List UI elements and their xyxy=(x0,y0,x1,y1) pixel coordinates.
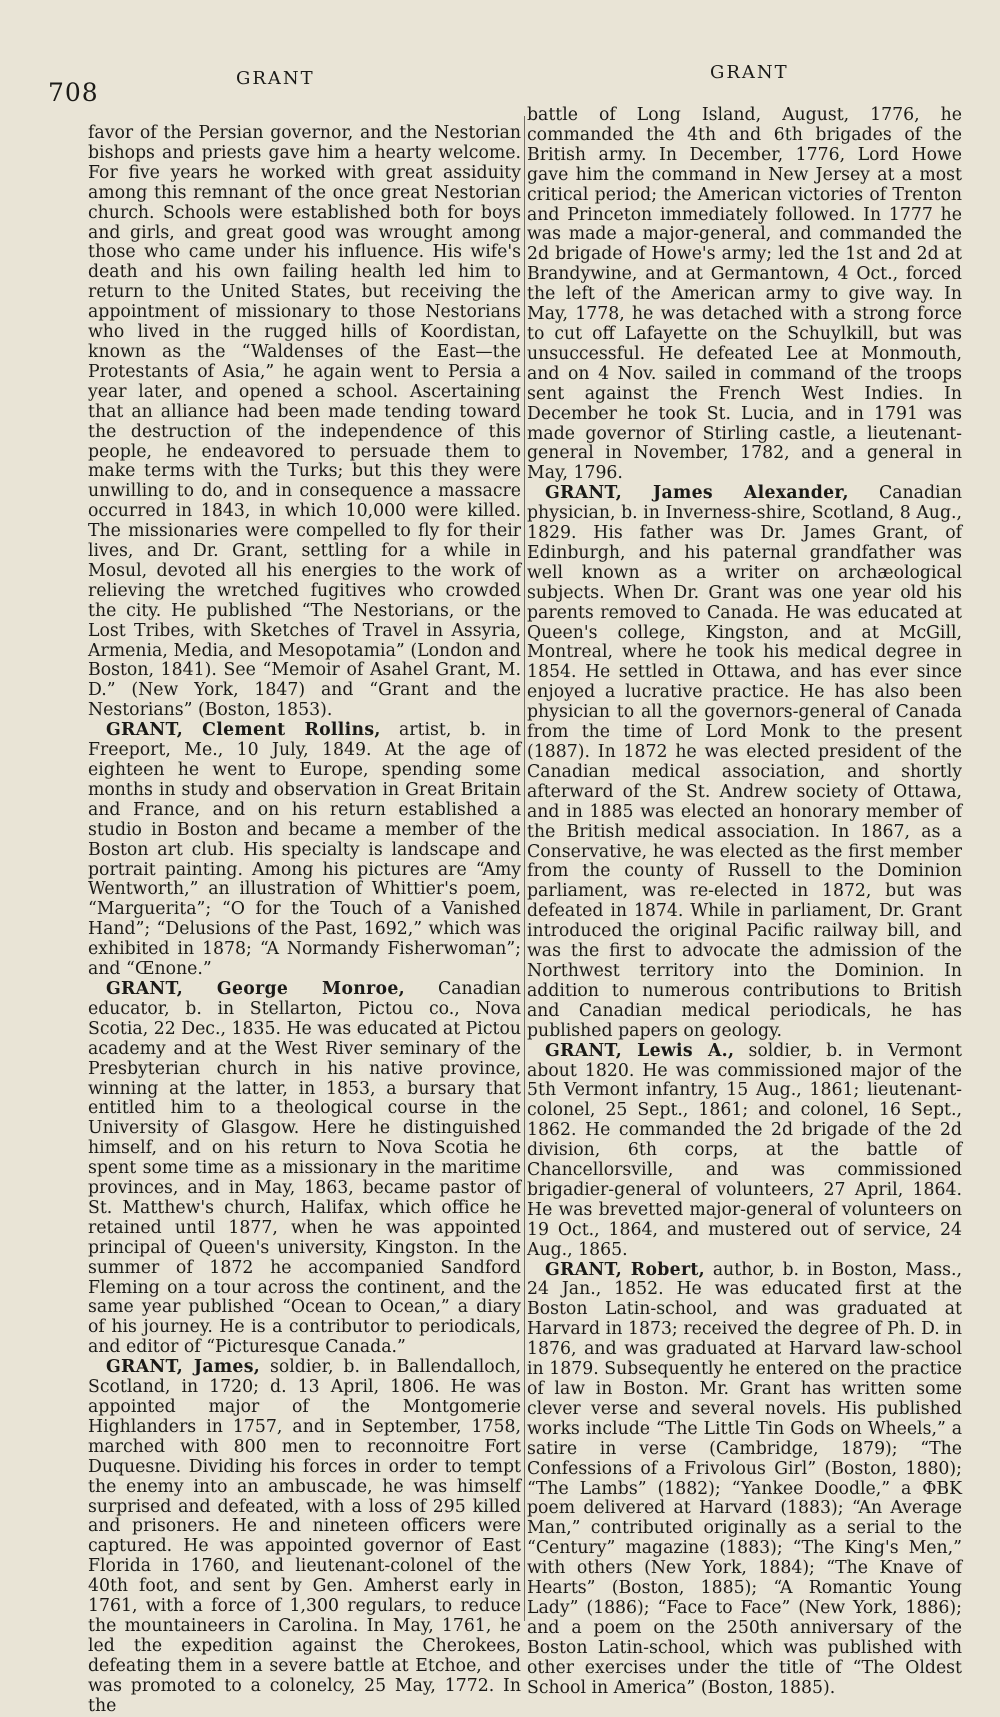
running-head-left: GRANT xyxy=(236,68,315,89)
entry-body: author, b. in Boston, Mass., 24 Jan., 1852. He was educated first at the Boston Latin-school, and was graduated at Harvard in 1873; received the degree of Ph. D. in 1876, and was graduated at Harvard law-school in 1879. Subsequently he entered on the practice of law in Boston. Mr. Grant has written some clever verse and several novels. His published works include “The Little Tin Gods on Wheels,” a satire in verse (Cambridge, 1879); “The Confessions of a Frivolous Girl” (Boston, 1880); “The Lambs” (1882); “Yankee Doodle,” a ΦBK poem delivered at Harvard (1883); “An Average Man,” contributed originally as a serial to the “Century” magazine (1883); “The King's Men,” with others (New York, 1884); “The Knave of Hearts” (Boston, 1885); “A Romantic Young Lady” (1886); “Face to Face” (New York, 1886); and a poem on the 250th anniversary of the Boston Latin-school, which was published with other exercises under the title of “The Oldest School in America” (Boston, 1885). xyxy=(527,1259,962,1698)
entry-body: soldier, b. in Vermont about 1820. He was commissioned major of the 5th Vermont infantry, 15 Aug., 1861; lieutenant-colonel, 25 Sept., 1861; and colonel, 16 Sept., 1862. He commanded the 2d brigade of the 2d division, 6th corps, at the battle of Chancellorsville, and was commissioned brigadier-general of volunteers, 27 April, 1864. He was brevetted major-general of volunteers on 19 Oct., 1864, and mustered out of service, 24 Aug., 1865. xyxy=(527,1040,963,1260)
entry-paragraph xyxy=(88,980,521,1358)
entry-heading: GRANT, Clement Rollins, xyxy=(106,720,381,741)
entry-paragraph xyxy=(88,124,521,721)
entry-body: soldier, b. in Ballendalloch, Scotland, in 1720; d. 13 April, 1806. He was appointed major of the Montgomerie Highlanders in 1757, and in September, 1758, marched with 800 men to reconnoitre Fort Duquesne. Dividing his forces in order to tempt the enemy into an ambuscade, he was himself surprised and defeated, with a loss of 295 killed and prisoners. He and nineteen officers were captured. He was appointed governor of East Florida in 1760, and lieutenant-colonel of the 40th foot, and sent by Gen. Amherst early in 1761, with a force of 1,300 regulars, to reduce the mountaineers in Carolina. In May, 1761, he led the expedition against the Cherokees, defeating them in a severe battle at Etchoe, and was promoted to a colonelcy, 25 May, 1772. In the xyxy=(88,1357,522,1716)
entry-paragraph xyxy=(527,106,962,484)
entry-body: Canadian physician, b. in Inverness-shire, Scotland, 8 Aug., 1829. His father was Dr. James Grant, of Edinburgh, and his paternal grandfather was well known as a writer on archæological subjects. When Dr. Grant was one year old his parents removed to Canada. He was educated at Queen's college, Kingston, and at McGill, Montreal, where he took his medical degree in 1854. He settled in Ottawa, and has ever since enjoyed a lucrative practice. He has also been physician to all the governors-general of Canada from the time of Lord Monk to the present (1887). In 1872 he was elected president of the Canadian medical association, and shortly afterward of the St. Andrew society of Ottawa, and in 1885 was elected an honorary member of the British medical association. In 1867, as a Conservative, he was elected as the first member from the county of Russell to the Dominion parliament, was re-elected in 1872, but was defeated in 1874. While in parliament, Dr. Grant introduced the original Pacific railway bill, and was the first to advocate the admission of the Northwest territory into the Dominion. In addition to numerous contributions to British and Canadian medical periodicals, he has published papers on geology. xyxy=(527,483,962,1041)
entry-body: artist, b. in Freeport, Me., 10 July, 1849. At the age of eighteen he went to Europe, spending some months in study and observation in Great Britain and France, and on his return established a studio in Boston and became a member of the Boston art club. His specialty is landscape and portrait painting. Among his pictures are “Amy Wentworth,” an illustration of Whittier's poem, “Marguerita”; “O for the Touch of a Vanished Hand”; “Delusions of the Past, 1692,” which was exhibited in 1878; “A Normandy Fisherwoman”; and “Œnone.” xyxy=(88,720,521,980)
running-head-right: GRANT xyxy=(710,62,789,83)
entry-body: favor of the Persian governor, and the Nestorian bishops and priests gave him a hearty welcome. For five years he worked with great assiduity among this remnant of the once great Nestorian church. Schools were established both for boys and girls, and great good was wrought among those who came under his influence. His wife's death and his own failing health led him to return to the United States, but receiving the appointment of missionary to those Nestorians who lived in the rugged hills of Koordistan, known as the “Waldenses of the East—the Protestants of Asia,” he again went to Persia a year later, and opened a school. Ascertaining that an alliance had been made tending toward the destruction of the independence of this people, he endeavored to persuade them to make terms with the Turks; but this they were unwilling to do, and in consequence a massacre occurred in 1843, in which 10,000 were killed. The missionaries were compelled to fly for their lives, and Dr. Grant, settling for a while in Mosul, devoted all his energies to the work of relieving the wretched fugitives who crowded the city. He published “The Nestorians, or the Lost Tribes, with Sketches of Travel in Assyria, Armenia, Media, and Mesopotamia” (London and Boston, 1841). See “Memoir of Asahel Grant, M. D.” (New York, 1847) and “Grant and the Nestorians” (Boston, 1853). xyxy=(88,123,521,721)
page-number: 708 xyxy=(48,78,99,107)
left-column xyxy=(88,124,521,1717)
entry-heading: GRANT, Robert, xyxy=(545,1259,705,1280)
entry-paragraph xyxy=(527,484,962,1041)
entry-heading: GRANT, James Alexander, xyxy=(545,483,849,504)
entry-body: Canadian educator, b. in Stellarton, Pictou co., Nova Scotia, 22 Dec., 1835. He was educated at Pictou academy and at the West River seminary of the Presbyterian church in his native province, winning at the latter, in 1853, a bursary that entitled him to a theological course in the University of Glasgow. Here he distinguished himself, and on his return to Nova Scotia he spent some time as a missionary in the maritime provinces, and in May, 1863, became pastor of St. Matthew's church, Halifax, which office he retained until 1877, when he was appointed principal of Queen's university, Kingston. In the summer of 1872 he accompanied Sandford Fleming on a tour across the continent, and the same year published “Ocean to Ocean,” a diary of his journey. He is a contributor to periodicals, and editor of “Picturesque Canada.” xyxy=(88,978,521,1358)
entry-paragraph xyxy=(527,1042,962,1261)
entry-paragraph xyxy=(88,721,521,980)
entry-body: battle of Long Island, August, 1776, he commanded the 4th and 6th brigades of the British army. In December, 1776, Lord Howe gave him the command in New Jersey at a most critical period; the American victories of Trenton and Princeton immediately followed. In 1777 he was made a major-general, and commanded the 2d brigade of Howe's army; led the 1st and 2d at Brandywine, and at Germantown, 4 Oct., forced the left of the American army to give way. In May, 1778, he was detached with a strong force to cut off Lafayette on the Schuylkill, but was unsuccessful. He defeated Lee at Monmouth, and on 4 Nov. sailed in command of the troops sent against the French West Indies. In December he took St. Lucia, and in 1791 was made governor of Stirling castle, a lieutenant-general in November, 1782, and a general in May, 1796. xyxy=(527,105,962,484)
right-column xyxy=(527,106,962,1699)
entry-paragraph xyxy=(527,1261,962,1699)
entry-heading: GRANT, George Monroe, xyxy=(106,978,405,999)
entry-heading: GRANT, James, xyxy=(106,1357,261,1378)
entry-heading: GRANT, Lewis A., xyxy=(545,1040,735,1061)
entry-paragraph xyxy=(88,1358,521,1716)
column-divider xyxy=(524,116,525,1621)
